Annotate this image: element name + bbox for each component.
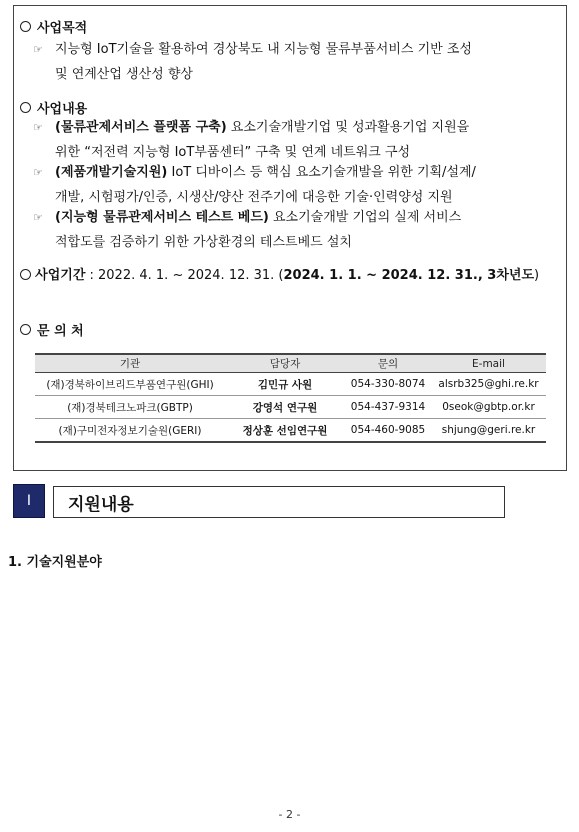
email-cell[interactable]: 0seok@gbtp.or.kr bbox=[431, 396, 546, 419]
content-heading bbox=[20, 98, 87, 117]
phone-cell: 054-460-9085 bbox=[345, 419, 431, 443]
section-number-badge: Ⅰ bbox=[13, 484, 45, 518]
phone-cell: 054-330-8074 bbox=[345, 373, 431, 396]
column-header: 담당자 bbox=[225, 354, 345, 373]
purpose-heading-text: 사업목적 bbox=[37, 21, 88, 36]
org-cell: (재)경북테크노파크(GBTP) bbox=[35, 396, 225, 419]
table-row bbox=[35, 373, 546, 396]
period-text: 사업기간 : 2022. 4. 1. ~ 2024. 12. 31. (2024. 1. 1. ~ 2024. 12. 31., 3차년도) bbox=[20, 264, 555, 288]
content-item: ☞ (물류관제서비스 플랫폼 구축) 요소기술개발기업 및 성과활용기업 지원을 위한 “저전력 지능형 IoT부품센터” 구축 및 연계 네트워크 구성 bbox=[33, 116, 469, 165]
section-title: 지원내용 bbox=[53, 486, 505, 518]
person-cell: 김민규 사원 bbox=[225, 373, 345, 396]
column-header: E-mail bbox=[431, 354, 546, 373]
contact-table bbox=[35, 353, 546, 443]
person-cell: 강영석 연구원 bbox=[225, 396, 345, 419]
column-header: 문의 bbox=[345, 354, 431, 373]
email-cell[interactable]: alsrb325@ghi.re.kr bbox=[431, 373, 546, 396]
subsection-title: 1. 기술지원분야 bbox=[8, 555, 102, 570]
circle-bullet-icon bbox=[20, 102, 31, 113]
column-header: 기관 bbox=[35, 354, 225, 373]
table-row bbox=[35, 419, 546, 443]
inquiry-heading-text: 문 의 처 bbox=[37, 324, 84, 339]
email-cell[interactable]: shjung@geri.re.kr bbox=[431, 419, 546, 443]
page-number: - 2 - bbox=[278, 808, 301, 821]
pointing-hand-icon: ☞ bbox=[33, 43, 43, 56]
content-item: ☞ (제품개발기술지원) IoT 디바이스 등 핵심 요소기술개발을 위한 기획/설계/ 개발, 시험평가/인증, 시생산/양산 전주기에 대응한 기술·인력양성 지원 bbox=[33, 161, 476, 210]
circle-bullet-icon bbox=[20, 324, 31, 335]
org-cell: (재)경북하이브리드부품연구원(GHI) bbox=[35, 373, 225, 396]
pointing-hand-icon: ☞ bbox=[33, 166, 43, 179]
person-cell: 정상훈 선임연구원 bbox=[225, 419, 345, 443]
content-heading-text: 사업내용 bbox=[37, 102, 88, 117]
table-header-row bbox=[35, 354, 546, 373]
circle-bullet-icon bbox=[20, 21, 31, 32]
org-cell: (재)구미전자정보기술원(GERI) bbox=[35, 419, 225, 443]
phone-cell: 054-437-9314 bbox=[345, 396, 431, 419]
content-item: ☞ (지능형 물류관제서비스 테스트 베드) 요소기술개발 기업의 실제 서비스 적합도를 검증하기 위한 가상환경의 테스트베드 설치 bbox=[33, 206, 461, 255]
pointing-hand-icon: ☞ bbox=[33, 121, 43, 134]
purpose-heading bbox=[20, 17, 87, 36]
pointing-hand-icon: ☞ bbox=[33, 211, 43, 224]
purpose-text: ☞ 지능형 IoT기술을 활용하여 경상북도 내 지능형 물류부품서비스 기반 조성 및 연계산업 생산성 향상 bbox=[33, 38, 472, 87]
table-row bbox=[35, 396, 546, 419]
period-heading: 사업기간 bbox=[35, 268, 86, 283]
inquiry-heading bbox=[20, 320, 84, 339]
circle-bullet-icon bbox=[20, 269, 31, 280]
